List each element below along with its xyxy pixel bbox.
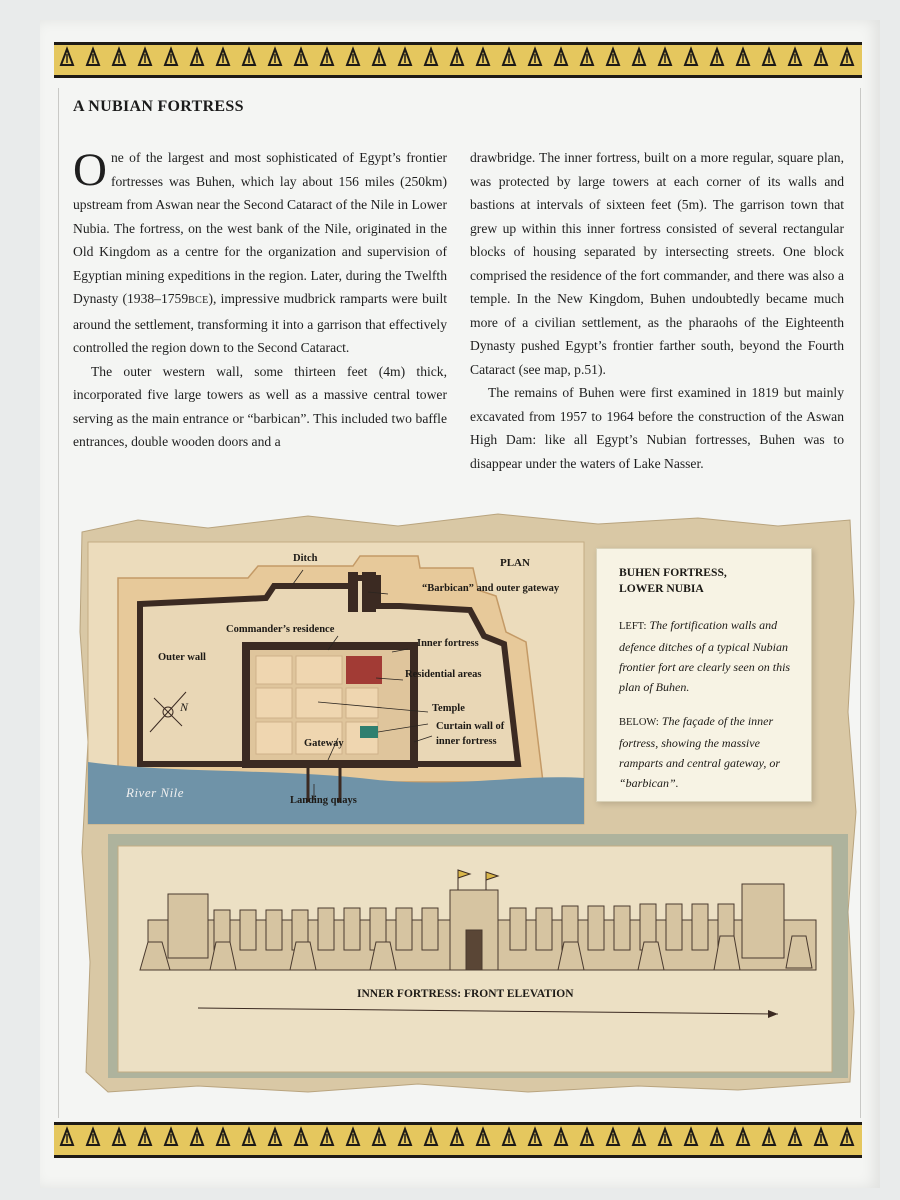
label-curtain-wall-2: inner fortress bbox=[436, 736, 497, 747]
triangle-pattern-icon bbox=[54, 45, 862, 69]
caption-below-lead: BELOW: bbox=[619, 717, 659, 728]
bottom-decorative-border bbox=[54, 1122, 862, 1158]
paragraph-1 bbox=[73, 146, 447, 360]
caption-title-line-1: BUHEN FORTRESS, bbox=[619, 566, 727, 579]
article-title: A NUBIAN FORTRESS bbox=[73, 98, 244, 115]
paragraph-3: drawbridge. The inner fortress, built on a more regular, square plan, was protected by large towers at each corner of its walls and bastions at intervals of sixteen feet (5m). The garrison town that grew up within this inner fortress consisted of several rectangular blocks of housing separated by intersecting streets. One block comprised the residence of the fort commander, and there was also a temple. In the New Kingdom, Buhen undoubtedly became much more of a civilian settlement, as the pharaohs of the Eighteenth Dynasty pushed Egypt’s frontier farther south, beyond the Fourth Cataract (see map, p.51). bbox=[470, 150, 844, 377]
temple bbox=[360, 726, 378, 738]
left-margin-rule bbox=[58, 88, 59, 1118]
label-plan: PLAN bbox=[500, 557, 530, 569]
paragraph-1-text: ne of the largest and most sophisticated of Egypt’s frontier fortresses was Buhen, which lay about 156 miles (250km) upstream from Aswan near the Second Cataract of the Nile in Lower Nubia. The fortress, on the west bank of the Nile, originated in the Old Kingdom as a centre for the organization and supervision of Egyptian mining expeditions in the region. Later, during the Twelfth Dynasty (1938–1759 bbox=[73, 150, 447, 306]
caption-left bbox=[619, 615, 805, 697]
label-outer-wall: Outer wall bbox=[158, 652, 206, 663]
paragraph-2: The outer western wall, some thirteen feet (4m) thick, incorporated five large towers as well as a massive central tower serving as the main entrance or “barbican”. This included two baffle entrances, double wooden doors and a bbox=[73, 363, 447, 449]
caption-card bbox=[596, 548, 812, 802]
text-column-left bbox=[73, 146, 447, 454]
label-ditch: Ditch bbox=[293, 553, 318, 564]
label-temple: Temple bbox=[432, 703, 465, 714]
commanders-residence bbox=[346, 656, 382, 684]
label-inner-fortress: Inner fortress bbox=[417, 638, 479, 649]
caption-below-text: The façade of the inner fortress, showing the massive ramparts and central gateway, or “barbican”. bbox=[619, 714, 780, 790]
caption-title bbox=[619, 565, 727, 597]
label-river-nile: River Nile bbox=[126, 785, 185, 800]
caption-below bbox=[619, 711, 805, 793]
drop-cap: O bbox=[73, 144, 107, 196]
top-decorative-border bbox=[54, 42, 862, 78]
label-landing-quays: Landing quays bbox=[290, 795, 357, 806]
label-residential-areas: Residential areas bbox=[405, 669, 482, 680]
caption-title-line-2: LOWER NUBIA bbox=[619, 582, 704, 595]
label-compass-north: N bbox=[180, 700, 189, 714]
paragraph-1-end: ), impressive mudbrick ramparts were built around the settlement, transforming it into a garrison that effectively controlled the region down to the Second Cataract. bbox=[73, 291, 448, 355]
bce-smallcaps: BCE bbox=[188, 295, 209, 306]
label-barbican: “Barbican” and outer gateway bbox=[422, 583, 560, 594]
label-gateway: Gateway bbox=[304, 738, 344, 749]
caption-left-text: The fortification walls and defence ditches of a typical Nubian frontier fort are clearly seen on this plan of Buhen. bbox=[619, 618, 791, 694]
label-curtain-wall-1: Curtain wall of bbox=[436, 721, 505, 732]
caption-left-lead: LEFT: bbox=[619, 621, 647, 632]
paragraph-4: The remains of Buhen were first examined in 1819 but mainly excavated from 1957 to 1964 before the construction of the Aswan High Dam: like all Egypt’s Nubian fortresses, Buhen was to disappear under the waters of Lake Nasser. bbox=[470, 385, 844, 471]
triangle-pattern-icon bbox=[54, 1125, 862, 1149]
text-column-right bbox=[470, 146, 844, 475]
right-margin-rule bbox=[860, 88, 861, 1118]
label-elevation-title: INNER FORTRESS: FRONT ELEVATION bbox=[357, 988, 574, 1000]
label-commanders-residence: Commander’s residence bbox=[226, 624, 335, 635]
